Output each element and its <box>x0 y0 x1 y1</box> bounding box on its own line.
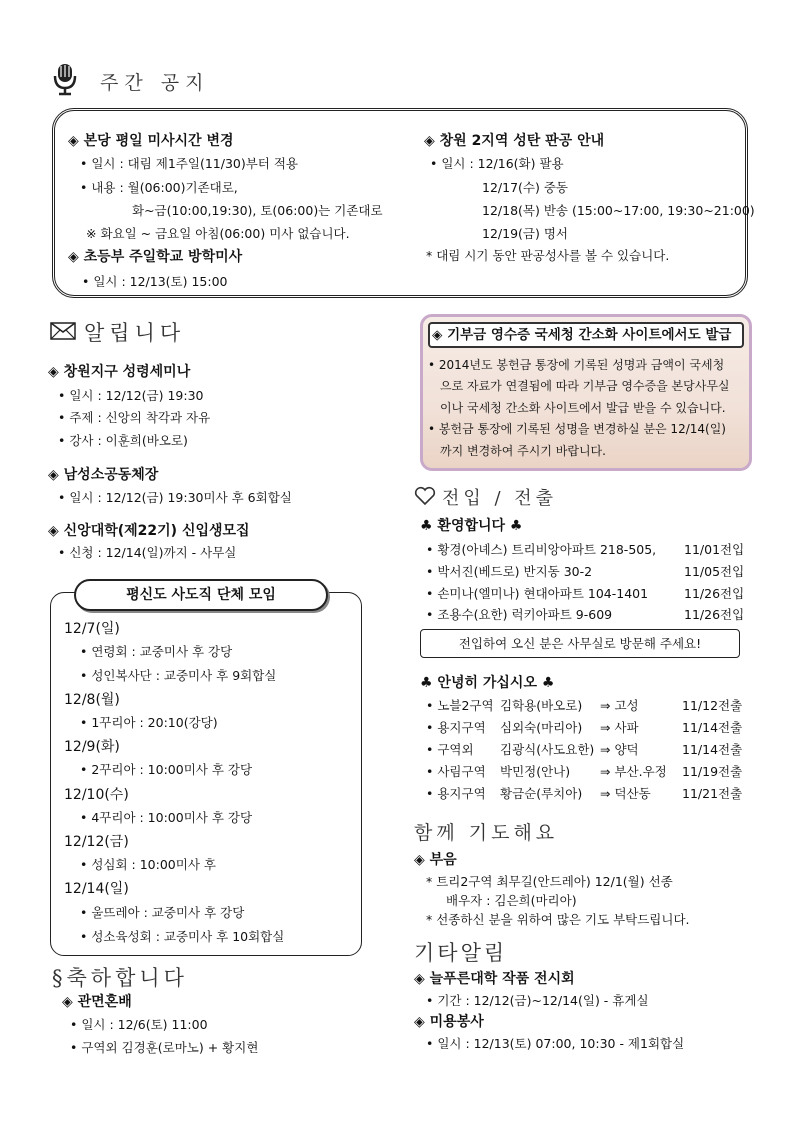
welcome-heading: ♣ 환영합니다 ♣ <box>420 518 523 534</box>
welcome-date: 11/05전입 <box>684 564 745 579</box>
farewell-dest: ⇒ 부산.우정 <box>600 764 667 779</box>
farewell-name: 심외숙(마리아) <box>500 720 583 735</box>
confession-line: • 일시 : 12/16(화) 팔용 <box>430 156 564 171</box>
mass-change-heading: ◈ 본당 평일 미사시간 변경 <box>68 133 234 149</box>
mass-change-line: • 내용 : 월(06:00)기존대로, <box>80 180 238 195</box>
welcome-date: 11/26전입 <box>684 607 745 622</box>
farewell-name: 박민정(안나) <box>500 764 571 779</box>
receipt-line: • 봉헌금 통장에 기록된 성명을 변경하실 분은 12/14(일) <box>428 422 726 436</box>
university-heading: ◈ 신앙대학(제22기) 신입생모집 <box>48 523 250 539</box>
prayer-line: * 트리2구역 최무길(안드레아) 12/1(월) 선종 <box>426 874 673 889</box>
exhibit-line: • 기간 : 12/12(금)~12/14(일) - 휴게실 <box>426 993 649 1008</box>
welcome-name: • 박서진(베드로) 반지동 30-2 <box>426 564 593 579</box>
welcome-name: • 황경(아녜스) 트리비앙아파트 218-505, <box>426 542 657 557</box>
receipt-heading: ◈ 기부금 영수증 국세청 간소화 사이트에서도 발급 <box>432 327 732 343</box>
welcome-name: • 손미나(엘미나) 현대아파트 104-1401 <box>426 586 649 601</box>
receipt-line: • 2014년도 봉헌금 통장에 기록된 성명과 금액이 국세청 <box>428 358 725 372</box>
beauty-heading: ◈ 미용봉사 <box>414 1014 484 1030</box>
receipt-line: 까지 변경하여 주시기 바랍니다. <box>440 444 606 458</box>
prayer-heading: ◈ 부음 <box>414 852 457 868</box>
farewell-dest: ⇒ 고성 <box>600 698 639 713</box>
farewell-zone: • 용지구역 <box>426 786 486 801</box>
receipt-line: 이나 국세청 간소화 사이트에서 발급 받을 수 있습니다. <box>440 401 726 415</box>
visit-note: 전입하여 오신 분은 사무실로 방문해 주세요! <box>458 636 702 651</box>
welcome-date: 11/01전입 <box>684 542 745 557</box>
seminar-line: • 강사 : 이훈희(바오로) <box>58 433 188 448</box>
confession-line: 12/17(수) 중동 <box>482 180 568 195</box>
farewell-name: 황금순(루치아) <box>500 786 583 801</box>
group-item: • 4꾸리아 : 10:00미사 후 강당 <box>80 810 253 825</box>
group-date: 12/10(수) <box>64 787 129 803</box>
mass-change-line: 화~금(10:00,19:30), 토(06:00)는 기존대로 <box>132 203 383 218</box>
farewell-date: 11/14전출 <box>682 720 743 735</box>
congrats-title: §축하합니다 <box>52 966 188 990</box>
seminar-line: • 주제 : 신앙의 착각과 자유 <box>58 410 211 425</box>
congrats-heading: ◈ 관면혼배 <box>62 994 132 1010</box>
prayer-line: * 선종하신 분을 위하여 많은 기도 부탁드립니다. <box>426 912 690 927</box>
group-date: 12/8(월) <box>64 692 120 708</box>
group-item: • 1꾸리아 : 20:10(강당) <box>80 715 218 730</box>
heart-icon <box>414 486 436 506</box>
receipt-line: 으로 자료가 연결됨에 따라 기부금 영수증을 본당사무실 <box>440 379 730 393</box>
congrats-line: • 구역외 김경훈(로마노) + 황지현 <box>70 1040 259 1055</box>
farewell-dest: ⇒ 양덕 <box>600 742 639 757</box>
seminar-line: • 일시 : 12/12(금) 19:30 <box>58 388 204 403</box>
school-mass-heading: ◈ 초등부 주일학교 방학미사 <box>68 249 243 265</box>
mass-change-line: • 일시 : 대림 제1주일(11/30)부터 적용 <box>80 156 299 171</box>
group-item: • 울뜨레아 : 교중미사 후 강당 <box>80 905 245 920</box>
group-item: • 성심회 : 10:00미사 후 <box>80 857 216 872</box>
congrats-line: • 일시 : 12/6(토) 11:00 <box>70 1017 208 1032</box>
farewell-zone: • 사림구역 <box>426 764 486 779</box>
farewell-date: 11/19전출 <box>682 764 743 779</box>
welcome-date: 11/26전입 <box>684 586 745 601</box>
group-date: 12/14(일) <box>64 881 129 897</box>
farewell-dest: ⇒ 사파 <box>600 720 639 735</box>
farewell-zone: • 용지구역 <box>426 720 486 735</box>
confession-heading: ◈ 창원 2지역 성탄 판공 안내 <box>424 133 605 149</box>
farewell-zone: • 노블2구역 <box>426 698 494 713</box>
confession-line: 12/19(금) 명서 <box>482 226 568 241</box>
mass-change-line: ※ 화요일 ~ 금요일 아침(06:00) 미사 없습니다. <box>86 226 350 241</box>
group-date: 12/12(금) <box>64 834 129 850</box>
other-title: 기타알림 <box>414 941 508 965</box>
confession-note: * 대림 시기 동안 판공성사를 볼 수 있습니다. <box>426 248 670 263</box>
farewell-dest: ⇒ 덕산동 <box>600 786 651 801</box>
weekly-title: 주간 공지 <box>100 72 210 94</box>
lay-groups-title: 평신도 사도직 단체 모임 <box>126 587 276 603</box>
exhibit-heading: ◈ 늘푸른대학 작품 전시회 <box>414 971 575 987</box>
farewell-name: 김광식(사도요한) <box>500 742 595 757</box>
university-line: • 신청 : 12/14(일)까지 - 사무실 <box>58 545 237 560</box>
seminar-heading: ◈ 창원지구 성령세미나 <box>48 364 191 380</box>
notices-title: 알립니다 <box>84 321 186 345</box>
envelope-icon <box>50 322 76 340</box>
group-date: 12/9(화) <box>64 739 120 755</box>
group-item: • 성인복사단 : 교중미사 후 9회합실 <box>80 668 277 683</box>
farewell-heading: ♣ 안녕히 가십시오 ♣ <box>420 675 555 691</box>
school-mass-line: • 일시 : 12/13(토) 15:00 <box>82 274 228 289</box>
farewell-zone: • 구역외 <box>426 742 474 757</box>
welcome-name: • 조용수(요한) 럭키아파트 9-609 <box>426 607 613 622</box>
beauty-line: • 일시 : 12/13(토) 07:00, 10:30 - 제1회합실 <box>426 1036 685 1051</box>
group-date: 12/7(일) <box>64 621 120 637</box>
farewell-date: 11/12전출 <box>682 698 743 713</box>
group-item: • 2꾸리아 : 10:00미사 후 강당 <box>80 762 253 777</box>
group-item: • 성소육성회 : 교중미사 후 10회합실 <box>80 929 285 944</box>
farewell-name: 김학용(바오로) <box>500 698 583 713</box>
farewell-date: 11/21전출 <box>682 786 743 801</box>
namsung-heading: ◈ 남성소공동체장 <box>48 467 159 483</box>
prayer-title: 함께 기도해요 <box>414 822 559 844</box>
moves-title: 전입 / 전출 <box>442 488 558 509</box>
confession-line: 12/18(목) 반송 (15:00~17:00, 19:30~21:00) <box>482 203 755 218</box>
farewell-date: 11/14전출 <box>682 742 743 757</box>
namsung-line: • 일시 : 12/12(금) 19:30미사 후 6회합실 <box>58 490 292 505</box>
bell-icon <box>52 62 78 96</box>
group-item: • 연령회 : 교중미사 후 강당 <box>80 644 233 659</box>
prayer-line: 배우자 : 김은희(마리아) <box>446 893 577 908</box>
